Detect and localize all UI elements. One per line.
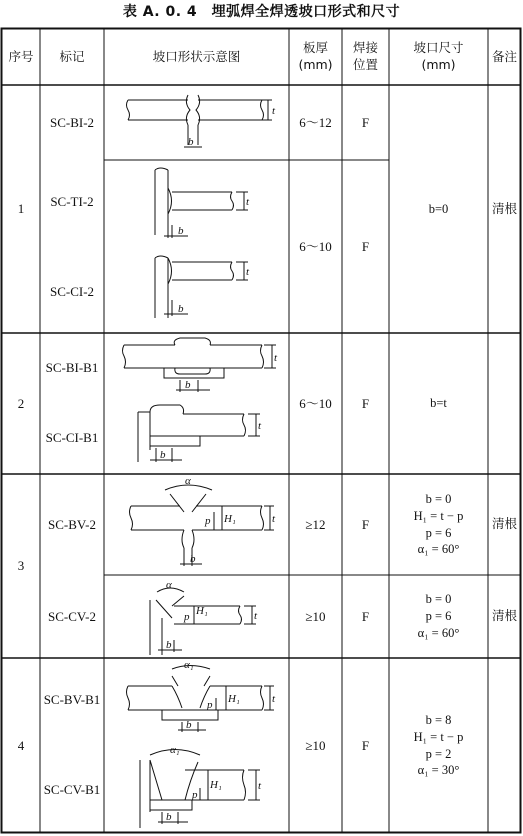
svg-text:b: b [190,553,196,565]
row3-remark-a: 清根 [491,516,517,532]
row1-dims [389,85,488,333]
row1-position-a: F [361,114,370,130]
row4-position: F [361,737,370,753]
row2-no: 2 [17,395,25,411]
svg-text:b: b [166,639,172,651]
svg-text:t: t [258,780,262,792]
header-dims [389,29,488,85]
header-mark: 标记 [59,48,85,64]
row2-thickness: 6～10 [299,395,332,411]
svg-text:b: b [166,811,172,823]
svg-text:t: t [274,352,278,364]
svg-text:b: b [185,379,191,391]
row3-dims-b [389,575,488,658]
row1-thickness-b: 6～10 [299,238,332,254]
row2-dim-b: b=t [430,396,447,411]
svg-text:t: t [258,420,262,432]
row3-thickness-a: ≥12 [305,516,326,532]
svg-text:H₁: H₁ [196,605,208,617]
header-thickness-line2: (mm) [298,57,333,72]
svg-text:H₁: H₁ [228,693,240,705]
header-dims-line1: 坡口尺寸 [413,40,464,56]
row3-dims-a [389,474,488,575]
svg-text:t: t [254,610,258,622]
header-dims-line2: (mm) [421,57,456,72]
svg-text:t: t [246,196,250,208]
row4-thickness: ≥10 [305,737,326,753]
row3-position-a: F [361,516,370,532]
header-position-line2: 位置 [352,57,378,72]
row1-mark-bi2: SC-BI-2 [49,114,95,130]
row3a-dim-1: b = 0 [425,491,452,506]
row3-thickness-b: ≥10 [305,608,326,624]
svg-text:H₁: H₁ [210,779,222,791]
svg-text:α: α [166,579,172,591]
row3-mark-cv2: SC-CV-2 [48,608,96,624]
row2-mark-bib1: SC-BI-B1 [45,360,99,376]
row4-mark-bvb1: SC-BV-B1 [43,692,101,708]
header-thickness [289,29,342,85]
row4-dim-4: α₁ = 30° [417,763,460,778]
row4-dim-1: b = 8 [425,712,452,727]
svg-text:p: p [205,515,211,527]
header-thickness-line1: 板厚 [302,40,328,56]
row4-dims [389,658,488,833]
svg-text:α: α [185,475,191,487]
svg-text:α₁: α₁ [170,744,180,756]
header-position [342,29,389,85]
row1-dim-b: b=0 [428,201,449,216]
row2-mark-cib1: SC-CI-B1 [45,430,99,446]
row1-mark-ci2: SC-CI-2 [49,284,95,300]
svg-text:H₁: H₁ [224,513,236,525]
svg-text:α₁: α₁ [184,659,194,671]
row3b-dim-2: p = 6 [425,609,452,624]
row1-position-b: F [361,238,370,254]
row4-dim-2: H₁ = t − p [413,729,464,744]
svg-text:p: p [207,699,213,711]
svg-text:t: t [272,693,276,705]
row2-position: F [361,395,370,411]
row4-no: 4 [17,737,25,753]
svg-text:p: p [184,611,190,623]
row3-no: 3 [17,558,25,574]
row1-no: 1 [17,201,25,217]
svg-text:t: t [272,105,276,117]
svg-text:t: t [246,266,250,278]
row2-dims [389,333,488,474]
svg-text:t: t [272,513,276,525]
row3a-dim-4: α₁ = 60° [417,542,460,557]
svg-text:p: p [192,789,198,801]
row1-remark: 清根 [491,200,517,216]
row3a-dim-2: H₁ = t − p [413,508,464,523]
header-position-line1: 焊接 [352,40,378,56]
table-title: 表 A. 0. 4 埋弧焊全焊透坡口形式和尺寸 [122,4,401,20]
svg-text:b: b [178,225,184,237]
svg-text:b: b [160,449,166,461]
row3b-dim-3: α₁ = 60° [417,625,460,640]
header-sketch: 坡口形状示意图 [152,48,241,64]
svg-text:b: b [178,303,184,315]
row3-position-b: F [361,608,370,624]
row3a-dim-3: p = 6 [425,525,452,540]
row3-mark-bv2: SC-BV-2 [48,516,96,532]
row4-mark-cvb1: SC-CV-B1 [43,782,101,798]
svg-text:b: b [186,719,192,731]
svg-text:b: b [188,136,194,148]
header-no: 序号 [8,48,34,64]
row1-mark-ti2: SC-TI-2 [50,194,94,210]
header-remark: 备注 [491,48,517,64]
row3b-dim-1: b = 0 [425,592,452,607]
row4-dim-3: p = 2 [425,746,452,761]
row1-thickness-a: 6～12 [299,114,332,130]
row3-remark-b: 清根 [491,608,517,624]
